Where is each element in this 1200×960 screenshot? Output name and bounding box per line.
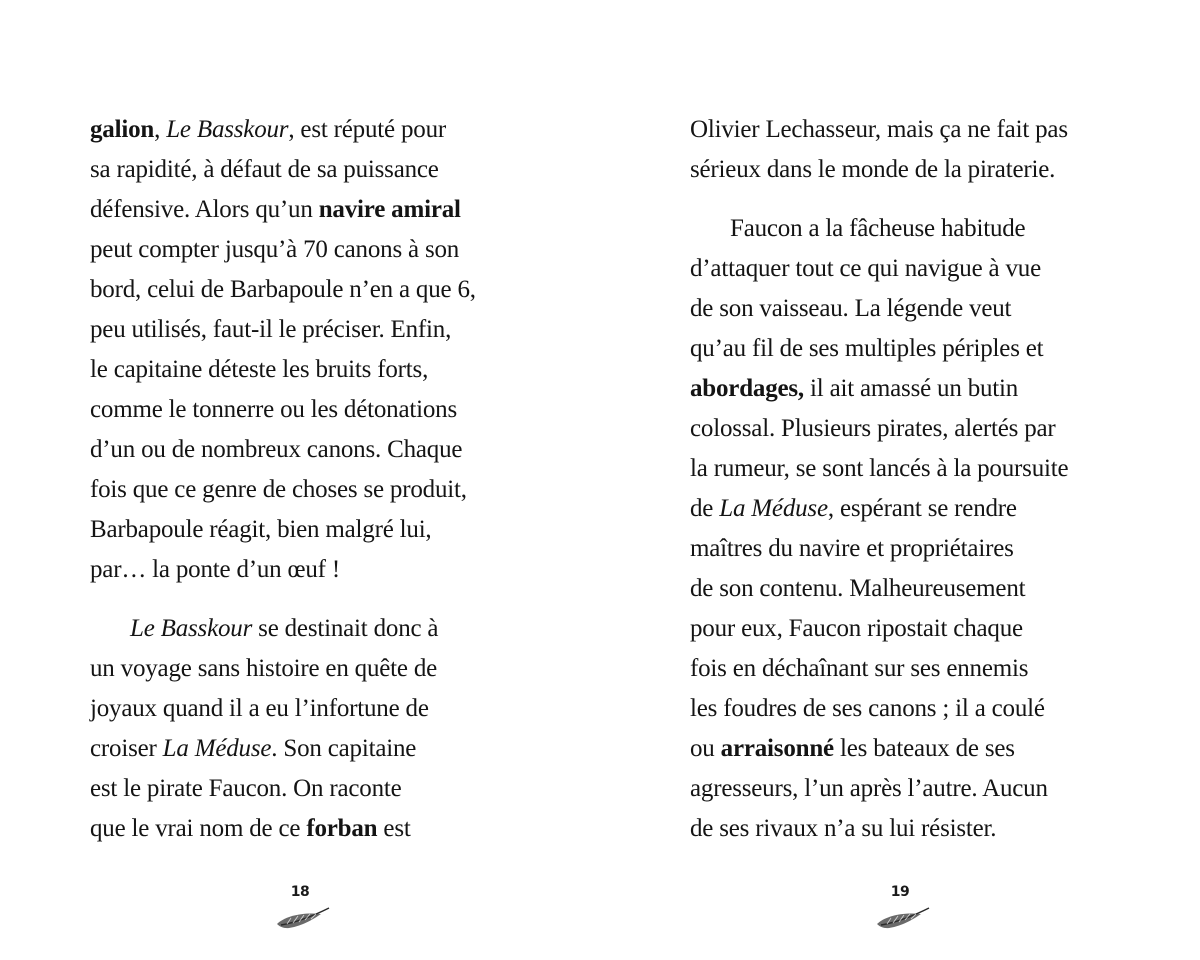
bold-term: galion: [90, 116, 155, 143]
text-run: d’un ou de nombreux canons. Chaque: [90, 436, 463, 463]
text-run: défensive. Alors qu’un: [90, 196, 319, 223]
text-run: peu utilisés, faut-il le préciser. Enfin,: [90, 316, 452, 343]
text-line: [90, 230, 530, 270]
text-line: [690, 729, 1130, 769]
text-run: les bateaux de ses: [833, 735, 1015, 762]
text-run: comme le tonnerre ou les détonations: [90, 396, 457, 423]
text-run: ou: [690, 735, 721, 762]
paragraph: [690, 110, 1130, 190]
text-run: Faucon a la fâcheuse habitude: [730, 215, 1026, 242]
paragraph: [690, 209, 1130, 849]
text-line: [690, 809, 1130, 849]
text-run: agresseurs, l’un après l’autre. Aucun: [690, 775, 1048, 802]
feather-icon: [875, 904, 931, 932]
text-line: [90, 550, 530, 590]
bold-term: navire amiral: [318, 196, 461, 223]
text-run: joyaux quand il a eu l’infortune de: [90, 695, 429, 722]
paragraph: [90, 609, 530, 849]
text-run: se destinait donc à: [252, 615, 439, 642]
text-line: [690, 289, 1130, 329]
text-line: [690, 769, 1130, 809]
text-line: [690, 569, 1130, 609]
text-run: les foudres de ses canons ; il a coulé: [690, 695, 1045, 722]
text-run: par… la ponte d’un œuf !: [90, 556, 340, 583]
text-run: fois en déchaînant sur ses ennemis: [690, 655, 1029, 682]
text-line: [90, 310, 530, 350]
text-line: [90, 809, 530, 849]
text-run: fois que ce genre de choses se produit,: [90, 476, 467, 503]
page-number: 19: [890, 884, 910, 900]
text-line: [690, 609, 1130, 649]
text-run: sa rapidité, à défaut de sa puissance: [90, 156, 439, 183]
text-run: maîtres du navire et propriétaires: [690, 535, 1014, 562]
text-run: colossal. Plusieurs pirates, alertés par: [690, 415, 1056, 442]
text-run: peut compter jusqu’à 70 canons à son: [90, 236, 460, 263]
bold-term: arraisonné: [720, 735, 834, 762]
text-run: Olivier Lechasseur, mais ça ne fait pas: [690, 116, 1068, 143]
italic-title: La Méduse: [162, 735, 272, 762]
text-line: [90, 270, 530, 310]
text-line: [90, 390, 530, 430]
italic-title: Le Basskour: [166, 116, 289, 143]
text-run: d’attaquer tout ce qui navigue à vue: [690, 255, 1041, 282]
italic-title: La Méduse: [719, 495, 828, 522]
text-line: [90, 110, 530, 150]
text-line: [90, 150, 530, 190]
text-run: la rumeur, se sont lancés à la poursuite: [690, 455, 1069, 482]
text-line: [90, 470, 530, 510]
text-line: [90, 729, 530, 769]
text-line: [690, 249, 1130, 289]
text-line: [90, 190, 530, 230]
text-line: [690, 369, 1130, 409]
text-run: pour eux, Faucon ripostait chaque: [690, 615, 1023, 642]
text-line: [690, 209, 1130, 249]
text-line: [90, 430, 530, 470]
text-run: qu’au fil de ses multiples périples et: [690, 335, 1044, 362]
feather-icon: [275, 904, 331, 932]
left-page-footer: [275, 878, 335, 938]
text-run: de: [690, 495, 720, 522]
text-run: un voyage sans histoire en quête de: [90, 655, 438, 682]
text-line: [90, 609, 530, 649]
text-line: [690, 409, 1130, 449]
paragraph: [90, 110, 530, 590]
bold-term: abordages,: [690, 375, 804, 402]
text-run: est le pirate Faucon. On raconte: [90, 775, 402, 802]
text-run: que le vrai nom de ce: [90, 815, 307, 842]
right-page-text: [690, 110, 1130, 849]
text-run: , espérant se rendre: [827, 495, 1017, 522]
text-line: [690, 489, 1130, 529]
text-line: [90, 350, 530, 390]
text-run: , est réputé pour: [288, 116, 446, 143]
right-page: [600, 0, 1200, 960]
text-run: ,: [154, 116, 167, 143]
text-run: sérieux dans le monde de la piraterie.: [690, 156, 1056, 183]
text-run: est: [377, 815, 411, 842]
italic-title: Le Basskour: [130, 615, 253, 642]
right-page-footer: [875, 878, 935, 938]
text-run: il ait amassé un butin: [803, 375, 1019, 402]
text-run: croiser: [90, 735, 163, 762]
text-line: [690, 329, 1130, 369]
text-run: de son contenu. Malheureusement: [690, 575, 1026, 602]
page-number: 18: [290, 884, 310, 900]
text-line: [90, 649, 530, 689]
text-line: [690, 110, 1130, 150]
text-run: de ses rivaux n’a su lui résister.: [690, 815, 997, 842]
bold-term: forban: [306, 815, 378, 842]
text-run: le capitaine déteste les bruits forts,: [90, 356, 429, 383]
text-line: [690, 529, 1130, 569]
left-page-text: [90, 110, 530, 849]
text-line: [690, 689, 1130, 729]
text-line: [690, 449, 1130, 489]
text-line: [90, 689, 530, 729]
text-line: [690, 150, 1130, 190]
text-run: de son vaisseau. La légende veut: [690, 295, 1012, 322]
text-run: . Son capitaine: [271, 735, 417, 762]
text-line: [690, 649, 1130, 689]
text-run: bord, celui de Barbapoule n’en a que 6,: [90, 276, 476, 303]
text-run: Barbapoule réagit, bien malgré lui,: [90, 516, 432, 543]
text-line: [90, 510, 530, 550]
text-line: [90, 769, 530, 809]
